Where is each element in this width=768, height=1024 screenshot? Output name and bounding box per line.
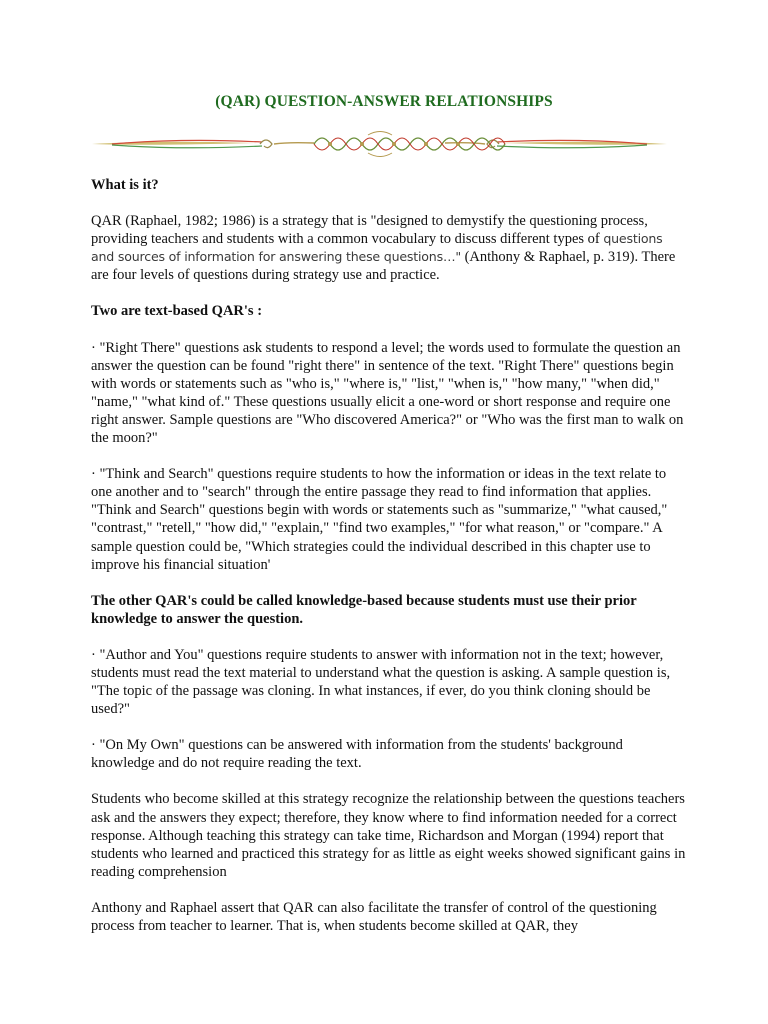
decorative-flourish-icon — [92, 126, 667, 162]
anthony-raphael-paragraph: Anthony and Raphael assert that QAR can also facilitate the transfer of control of the questioning process from teacher to learner. That is, when students become skilled at QAR, they — [91, 899, 657, 934]
page-title: (QAR) QUESTION-ANSWER RELATIONSHIPS — [215, 93, 553, 110]
on-my-own-paragraph: · "On My Own" questions can be answered with information from the students' background knowledge and do not require reading the text. — [91, 737, 623, 772]
think-and-search-paragraph: · "Think and Search" questions require students to how the information or ideas in the text relate to one another and to "search" through the entire passage they read to find information that applies. "Think and Search" questions begin with words or statements such as "summarize," "what caused," "contrast," "retell," "how did," "explain," "find two examples," "for what reason," or "compare." A sample question could be, "Which strategies could the individual described in this chapter use to improve his financial situation' — [91, 466, 668, 573]
intro-text-end: (Anthony & Raphael, p. 319). There are four levels of questions during strategy use and practice. — [91, 249, 676, 284]
section-heading: The other QAR's could be called knowledge-based because students must use their prior knowledge to answer the question. — [91, 592, 637, 627]
right-there-paragraph: · "Right There" questions ask students to respond a level; the words used to formulate the question an answer the question can be found "right there" in sentence of the text. "Right There" questions begin with words or statements such as "who is," "where is," "list," "when is," "how many," "when did," "name," "what kind of." These questions usually elicit a one-word or short response and require one right answer. Sample questions are "Who discovered America?" or "Who was the first man to walk on the moon?" — [91, 339, 684, 447]
section-heading: Two are text-based QAR's : — [91, 303, 263, 320]
author-and-you-paragraph: · "Author and You" questions require students to answer with information not in the text; however, students must read the text material to understand what the question is asking. A sample question is, "The topic of the passage was cloning. In what instances, if ever, do you think cloning should be used?" — [91, 646, 671, 718]
intro-text-handwritten: questions and sources of information for answering these questions…" — [91, 231, 663, 265]
intro-text-start: QAR (Raphael, 1982; 1986) is a strategy that is "designed to demystify the questioning process, providing teachers and students with a common vocabulary to discuss different types of — [91, 213, 648, 248]
document-body — [91, 176, 688, 953]
intro-paragraph — [91, 212, 688, 284]
students-skilled-paragraph: Students who become skilled at this strategy recognize the relationship between the questions teachers ask and the answers they expect; therefore, they know where to find information needed for a correct response. Although teaching this strategy can take time, Richardson and Morgan (1994) report that students who learned and practiced this strategy for as little as eight weeks showed significant gains in reading comprehension — [91, 791, 686, 880]
section-heading: What is it? — [91, 177, 159, 193]
